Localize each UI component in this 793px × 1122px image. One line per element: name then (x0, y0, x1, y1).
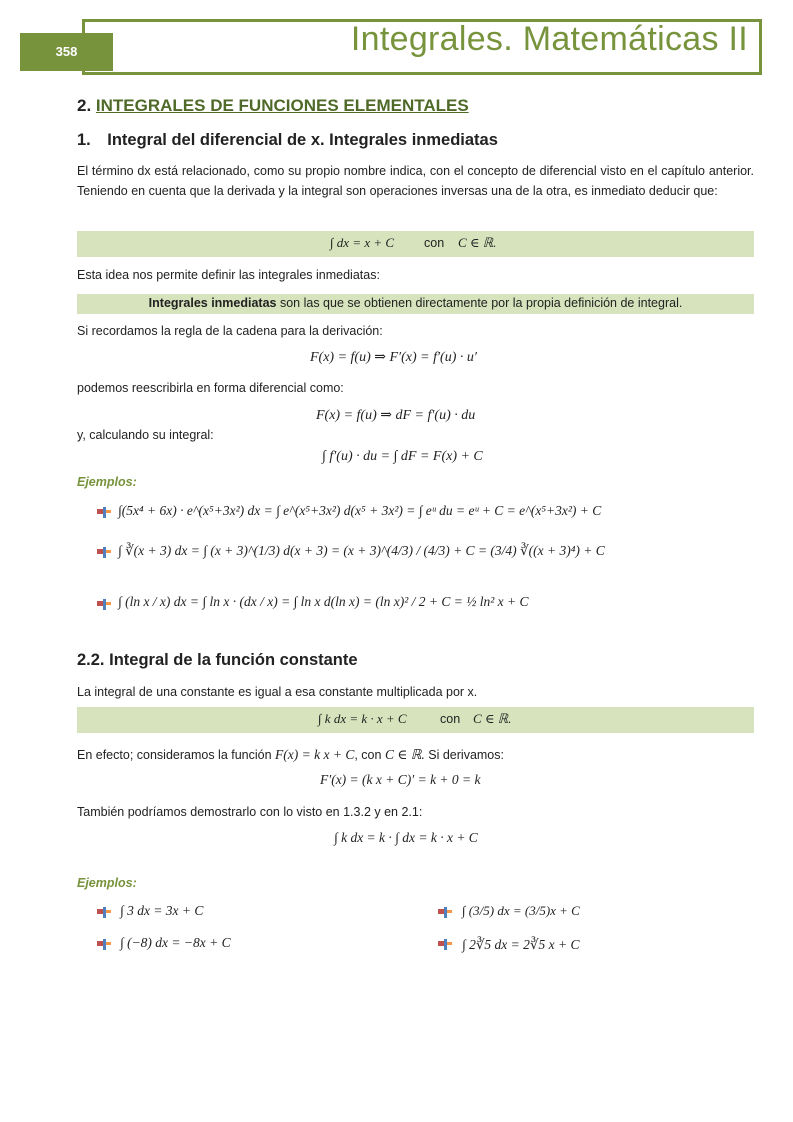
pencil-bullet-icon (97, 597, 111, 611)
formula-con-2: con (440, 712, 461, 726)
examples-label-1: Ejemplos: (77, 475, 137, 489)
definition-rest: son las que se obtienen directamente por la propia definición de integral. (276, 296, 683, 310)
formula-con: con (424, 236, 445, 250)
pencil-bullet-icon (97, 905, 111, 919)
page-number-tab: 358 (20, 33, 113, 71)
formula-demo: ∫ k dx = k · ∫ dx = k · x + C (334, 830, 478, 845)
section-title-link[interactable]: INTEGRALES DE FUNCIONES ELEMENTALES (95, 96, 469, 115)
formula-integral: ∫ f′(u) · du = ∫ dF = F(x) + C (322, 449, 483, 464)
paragraph-constant: La integral de una constante es igual a esa constante multiplicada por x. (77, 685, 478, 699)
section-number: 2. (77, 96, 92, 115)
example-2-1: ∫ 3 dx = 3x + C (120, 903, 204, 918)
example-2-4: ∫ 2∛5 dx = 2∛5 x + C (462, 937, 580, 952)
paragraph-integral: y, calculando su integral: (77, 428, 214, 442)
chapter-title: Integrales. Matemáticas II (350, 20, 748, 58)
definition-term: Integrales inmediatas (148, 296, 277, 310)
text-efecto: En efecto; consideramos la función (77, 748, 272, 762)
example-2-3: ∫ (3/5) dx = (3/5)x + C (462, 903, 580, 918)
subsection-heading-2: 2.2. Integral de la función constante (77, 651, 358, 669)
formula-constant: ∫ k dx = k · x + C (318, 711, 407, 726)
formula-band-2 (77, 707, 754, 733)
text-derivamos: Si derivamos: (428, 748, 504, 762)
formula-differential: F(x) = f(u) ⇒ dF = f′(u) · du (316, 408, 476, 423)
formula-condition: C ∈ ℝ. (458, 235, 497, 250)
paragraph-demo: También podríamos demostrarlo con lo visto en 1.3.2 y en 2.1: (77, 805, 423, 819)
paragraph-differential: podemos reescribirla en forma diferencial como: (77, 381, 344, 395)
pencil-bullet-icon (97, 545, 111, 559)
paragraph-intro: El término dx está relacionado, como su propio nombre indica, con el concepto de diferencial visto en el capítulo anterior. Teniendo en cuenta que la derivada y la integral son operaciones inversas una de la otra, es inmediato deducir que: (77, 164, 754, 198)
formula-dx: ∫ dx = x + C (330, 235, 395, 250)
example-1-3: ∫ (ln x / x) dx = ∫ ln x · (dx / x) = ∫ ln x d(ln x) = (ln x)² / 2 + C = ½ ln² x + C (118, 594, 529, 609)
pencil-bullet-icon (438, 937, 452, 951)
paragraph-idea: Esta idea nos permite definir las integrales inmediatas: (77, 268, 380, 282)
formula-condition-2: C ∈ ℝ. (473, 711, 512, 726)
definition-text (77, 296, 754, 310)
section-heading (77, 96, 469, 116)
formula-function: F(x) = k x + C (275, 747, 355, 762)
paragraph-chain: Si recordamos la regla de la cadena para la derivación: (77, 324, 383, 338)
formula-condition-3: C ∈ ℝ. (384, 747, 425, 762)
text-con: , con (354, 748, 382, 762)
subsection-heading-1: 1. Integral del diferencial de x. Integrales inmediatas (77, 131, 498, 149)
formula-chain-rule: F(x) = f(u) ⇒ F′(x) = f′(u) · u′ (310, 350, 477, 365)
pencil-bullet-icon (438, 905, 452, 919)
example-2-2: ∫ (−8) dx = −8x + C (120, 935, 231, 950)
example-1-1: ∫(5x⁴ + 6x) · e^(x⁵+3x²) dx = ∫ e^(x⁵+3x²) d(x⁵ + 3x²) = ∫ eᵘ du = eᵘ + C = e^(x⁵+3x²) + C (118, 503, 602, 518)
pencil-bullet-icon (97, 505, 111, 519)
paragraph-efecto (77, 745, 504, 766)
example-1-2: ∫ ∛(x + 3) dx = ∫ (x + 3)^(1/3) d(x + 3) = (x + 3)^(4/3) / (4/3) + C = (3/4) ∛((x + 3)⁴) + C (118, 543, 605, 558)
formula-derivative: F′(x) = (k x + C)′ = k + 0 = k (320, 772, 481, 787)
examples-label-2: Ejemplos: (77, 876, 137, 890)
pencil-bullet-icon (97, 937, 111, 951)
formula-band-1 (77, 231, 754, 257)
